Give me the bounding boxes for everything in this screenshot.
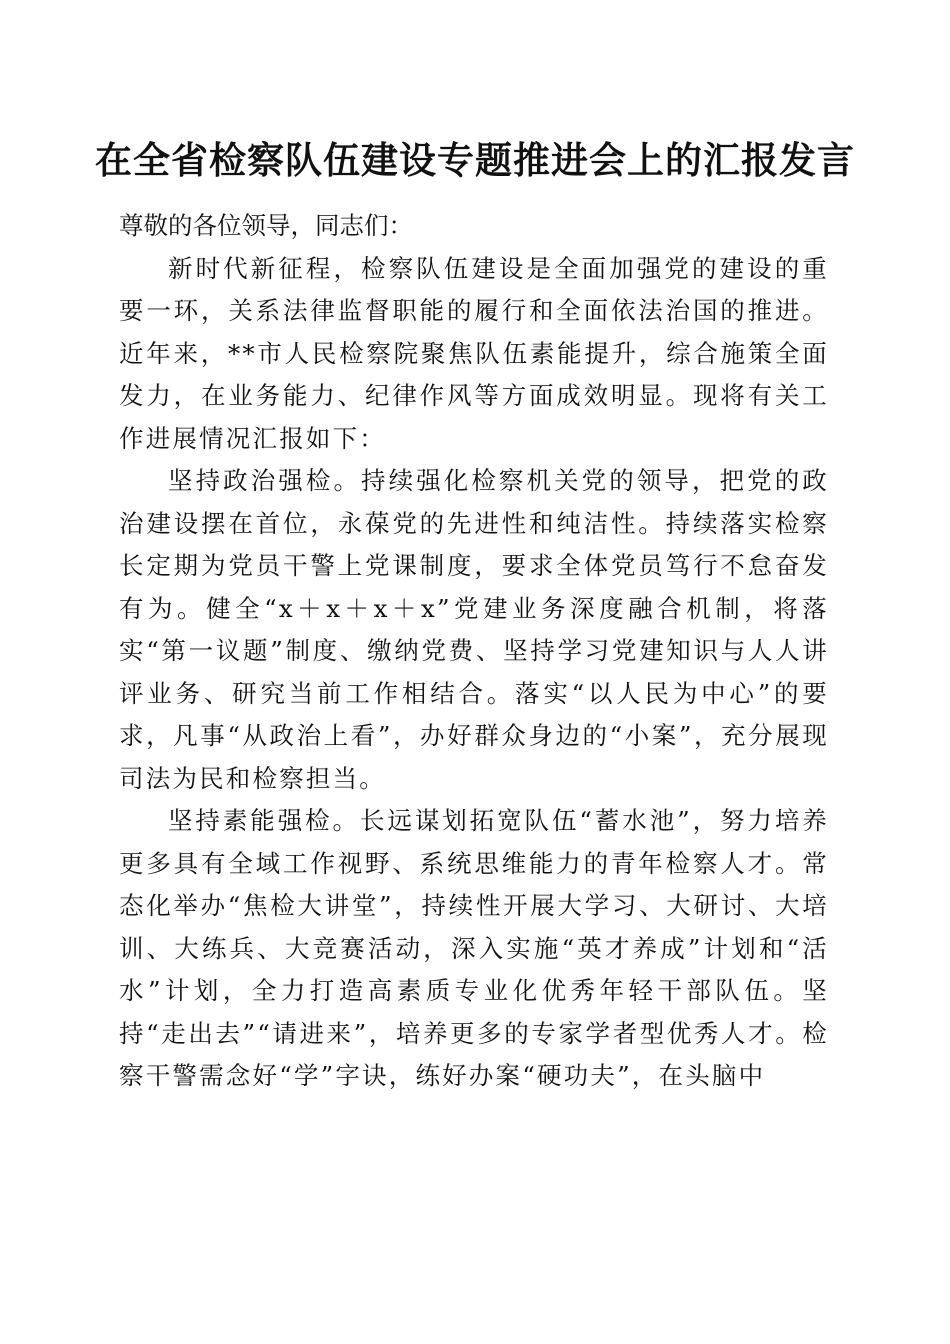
- document-title: 在全省检察队伍建设专题推进会上的汇报发言: [95, 138, 855, 182]
- document-body: [119, 205, 829, 1098]
- paragraph-intro: 新时代新征程，检察队伍建设是全面加强党的建设的重要一环，关系法律监督职能的履行和全面依法治国的推进。近年来，**市人民检察院聚焦队伍素能提升，综合施策全面发力，在业务能力、纪律作风等方面成效明显。现将有关工作进展情况汇报如下：: [119, 253, 829, 453]
- paragraph-political: 坚持政治强检。持续强化检察机关党的领导，把党的政治建设摆在首位，永葆党的先进性和纯洁性。持续落实检察长定期为党员干警上党课制度，要求全体党员笃行不怠奋发有为。健全“x＋x＋x＋x”党建业务深度融合机制，将落实“第一议题”制度、缴纳党费、坚持学习党建知识与人人讲评业务、研究当前工作相结合。落实“以人民为中心”的要求，凡事“从政治上看”，办好群众身边的“小案”，充分展现司法为民和检察担当。: [119, 466, 829, 793]
- paragraph-competence: 坚持素能强检。长远谋划拓宽队伍“蓄水池”，努力培养更多具有全域工作视野、系统思维能力的青年检察人才。常态化举办“焦检大讲堂”，持续性开展大学习、大研讨、大培训、大练兵、大竞赛活动，深入实施“英才养成”计划和“活水”计划，全力打造高素质专业化优秀年轻干部队伍。坚持“走出去”“请进来”，培养更多的专家学者型优秀人才。检察干警需念好“学”字诀，练好办案“硬功夫”，在头脑中: [119, 806, 829, 1090]
- salutation: 尊敬的各位领导，同志们：: [119, 211, 413, 240]
